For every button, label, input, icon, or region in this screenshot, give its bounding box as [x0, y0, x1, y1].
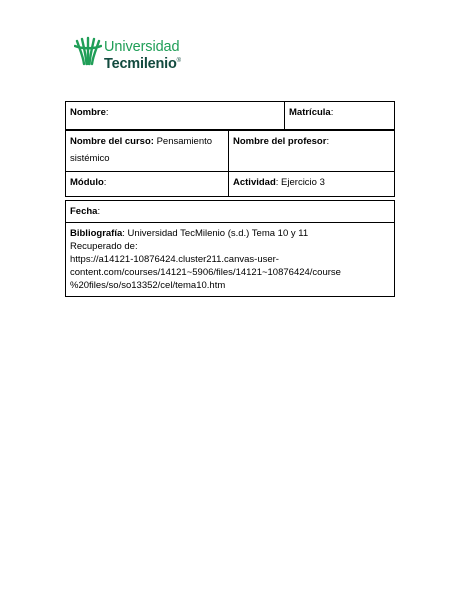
table-row: [66, 172, 395, 197]
profesor-label: Nombre del profesor: [233, 136, 327, 147]
source-url-line-2: content.com/courses/14121~5906/files/14121~10876424/course: [70, 267, 341, 278]
curso-value-continued: sistémico: [70, 153, 110, 164]
logo-text-tecmilenio: [104, 54, 181, 72]
matricula-cell: Matrícula:: [285, 102, 395, 130]
table-row: [66, 223, 395, 297]
table-row: [66, 201, 395, 223]
logo-brand-name: Tecmilenio: [104, 55, 177, 72]
university-logo: [74, 36, 184, 72]
table-row: [66, 102, 395, 130]
nombre-cell: Nombre:: [66, 102, 285, 130]
actividad-label: Actividad: [233, 177, 276, 188]
bibliografia-value: Universidad TecMilenio (s.d.) Tema 10 y 11: [127, 228, 309, 239]
source-url-line-3: %20files/so/so13352/cel/tema10.htm: [70, 280, 226, 291]
modulo-cell: Módulo:: [66, 172, 229, 197]
profesor-cell: Nombre del profesor:: [229, 131, 395, 172]
nombre-label: Nombre: [70, 107, 106, 118]
fecha-cell: Fecha:: [66, 201, 395, 223]
course-info-table: [65, 130, 395, 197]
actividad-value: Ejercicio 3: [281, 177, 325, 188]
curso-cell: Nombre del curso: Pensamiento sistémico: [66, 131, 229, 172]
registered-mark: ®: [176, 58, 181, 64]
activity-info-table: [65, 101, 395, 130]
actividad-cell: Actividad: Ejercicio 3: [229, 172, 395, 197]
tecmilenio-emblem-icon: [74, 36, 102, 66]
source-url-line-1: https://a14121-10876424.cluster211.canvas-user-: [70, 254, 279, 265]
bibliografia-label: Bibliografía: [70, 228, 123, 239]
fecha-label: Fecha: [70, 206, 98, 217]
bibliografia-cell: [66, 223, 395, 297]
modulo-label: Módulo: [70, 177, 104, 188]
bibliografia-line: Bibliografía: Universidad TecMilenio (s.d.) Tema 10 y 11: [70, 228, 309, 239]
curso-label: Nombre del curso: [70, 136, 151, 147]
table-row: [66, 131, 395, 172]
recuperado-text: Recuperado de:: [70, 241, 138, 252]
matricula-label: Matrícula: [289, 107, 331, 118]
fecha-bibliografia-table: [65, 200, 395, 297]
logo-text-universidad: Universidad: [104, 39, 180, 55]
curso-value: Pensamiento: [156, 136, 213, 147]
